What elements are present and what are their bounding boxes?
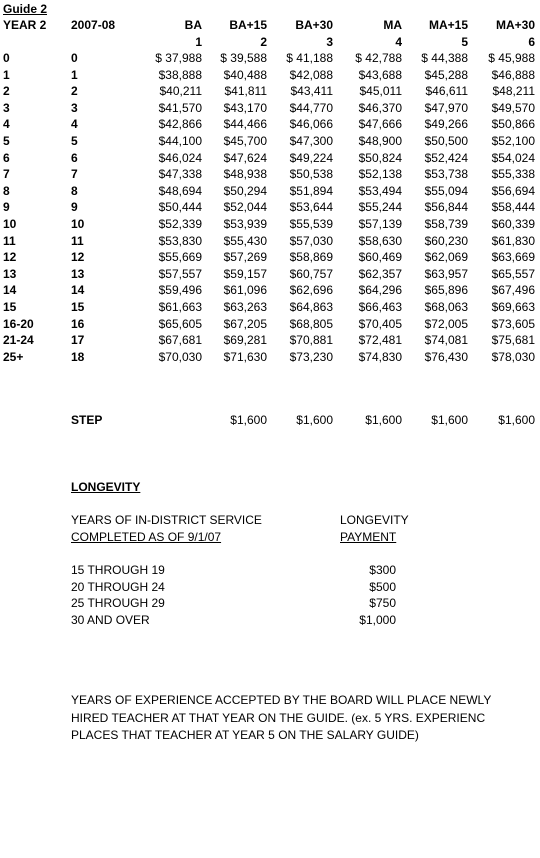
salary-cell: $43,688 <box>358 67 402 82</box>
table-row <box>0 266 540 283</box>
salary-cell: $53,830 <box>158 233 202 248</box>
salary-cell: $55,430 <box>223 233 267 248</box>
year-cell: 3 <box>3 100 10 115</box>
col-number-2: 2 <box>260 35 267 49</box>
salary-cell: $48,211 <box>492 84 535 99</box>
step-cell: 10 <box>71 216 85 231</box>
longevity-amount: $500 <box>369 579 396 594</box>
guide-title: Guide 2 <box>3 2 48 16</box>
salary-cell: $ 41,188 <box>286 51 333 65</box>
salary-cell: $66,463 <box>358 299 402 314</box>
salary-cell: $62,696 <box>289 283 333 298</box>
table-row <box>0 133 540 150</box>
salary-cell: $65,605 <box>158 316 202 331</box>
salary-cell: $50,866 <box>491 117 535 132</box>
longevity-title: LONGEVITY <box>71 480 141 494</box>
year-column-header: YEAR 2 <box>3 18 47 32</box>
table-row <box>0 50 540 67</box>
salary-cell: $46,611 <box>425 84 468 99</box>
step-increment-cell: $1,600 <box>365 413 402 427</box>
salary-cell: $73,605 <box>491 316 535 331</box>
salary-cell: $ 45,988 <box>488 51 535 65</box>
step-column-header: 2007-08 <box>71 18 116 32</box>
salary-cell: $61,096 <box>223 283 267 298</box>
salary-cell: $46,888 <box>491 67 535 82</box>
step-cell: 8 <box>71 183 78 198</box>
longevity-range: 20 THROUGH 24 <box>71 579 165 594</box>
step-cell: 9 <box>71 200 78 215</box>
salary-cell: $44,770 <box>289 100 333 115</box>
salary-cell: $60,469 <box>358 250 402 265</box>
salary-cell: $64,296 <box>358 283 402 298</box>
note-line-1: YEARS OF EXPERIENCE ACCEPTED BY THE BOARD WILL PLACE NEWLY <box>71 693 492 707</box>
longevity-range: 30 AND OVER <box>71 612 150 627</box>
table-row <box>0 332 540 349</box>
salary-cell: $55,094 <box>424 183 468 198</box>
salary-cell: $40,211 <box>159 84 202 99</box>
salary-cell: $ 39,588 <box>220 51 267 65</box>
salary-cell: $41,570 <box>158 100 202 115</box>
salary-cell: $55,338 <box>491 167 535 182</box>
table-row <box>0 199 540 216</box>
table-row <box>0 216 540 233</box>
table-row <box>0 83 540 100</box>
salary-cell: $52,424 <box>424 150 468 165</box>
salary-cell: $62,069 <box>424 250 468 265</box>
salary-cell: $53,644 <box>289 200 333 215</box>
col-header-ma: MA <box>383 18 402 32</box>
year-cell: 1 <box>3 67 10 82</box>
salary-cell: $55,244 <box>358 200 402 215</box>
salary-cell: $49,266 <box>424 117 468 132</box>
salary-cell: $63,957 <box>424 266 468 281</box>
salary-cell: $63,263 <box>223 299 267 314</box>
table-row <box>0 183 540 200</box>
salary-cell: $45,700 <box>223 133 267 148</box>
salary-cell: $58,630 <box>358 233 402 248</box>
salary-cell: $72,005 <box>424 316 468 331</box>
step-cell: 14 <box>71 283 85 298</box>
step-cell: 15 <box>71 299 85 314</box>
year-cell: 6 <box>3 150 10 165</box>
year-cell: 12 <box>3 250 17 265</box>
salary-cell: $48,900 <box>358 133 402 148</box>
year-cell: 7 <box>3 167 10 182</box>
salary-cell: $51,894 <box>289 183 333 198</box>
salary-cell: $76,430 <box>424 349 468 364</box>
salary-cell: $75,681 <box>491 333 535 348</box>
salary-cell: $68,063 <box>424 299 468 314</box>
salary-cell: $63,669 <box>491 250 535 265</box>
year-cell: 10 <box>3 216 17 231</box>
salary-cell: $41,811 <box>224 84 267 99</box>
year-cell: 21-24 <box>3 333 34 348</box>
year-cell: 5 <box>3 133 10 148</box>
step-cell: 11 <box>71 233 84 248</box>
col-number-5: 5 <box>461 35 468 49</box>
year-cell: 16-20 <box>3 316 34 331</box>
step-label: STEP <box>71 413 103 427</box>
longevity-range: 15 THROUGH 19 <box>71 563 165 577</box>
year-cell: 4 <box>3 117 10 132</box>
table-row <box>0 282 540 299</box>
salary-cell: $67,681 <box>158 333 202 348</box>
year-cell: 14 <box>3 283 17 298</box>
salary-cell: $65,557 <box>491 266 535 281</box>
salary-cell: $50,500 <box>424 133 468 148</box>
step-cell: 12 <box>71 250 85 265</box>
salary-cell: $53,738 <box>424 167 468 182</box>
col-header-ma15: MA+15 <box>428 18 468 32</box>
salary-table <box>0 50 540 365</box>
salary-cell: $44,466 <box>223 117 267 132</box>
salary-cell: $52,044 <box>223 200 267 215</box>
col-number-3: 3 <box>326 35 333 49</box>
year-cell: 2 <box>3 84 10 99</box>
payment-header-line-2: PAYMENT <box>340 530 397 544</box>
col-number-4: 4 <box>395 35 402 49</box>
note-line-2: HIRED TEACHER AT THAT YEAR ON THE GUIDE. (ex. 5 YRS. EXPERIENC <box>71 710 486 725</box>
salary-cell: $58,869 <box>289 250 333 265</box>
salary-cell: $54,024 <box>491 150 535 165</box>
step-cell: 1 <box>71 67 78 82</box>
salary-cell: $67,205 <box>223 316 267 331</box>
table-row <box>0 100 540 117</box>
step-increment-cell: $1,600 <box>296 413 333 427</box>
salary-cell: $44,100 <box>158 133 202 148</box>
salary-cell: $47,300 <box>289 133 333 148</box>
salary-cell: $50,294 <box>223 183 267 198</box>
salary-cell: $65,896 <box>424 283 468 298</box>
salary-cell: $ 37,988 <box>155 51 202 65</box>
year-cell: 25+ <box>3 349 24 364</box>
salary-cell: $53,939 <box>223 216 267 231</box>
salary-cell: $46,024 <box>158 150 202 165</box>
salary-cell: $68,805 <box>289 316 333 331</box>
salary-cell: $73,230 <box>289 349 333 364</box>
col-number-1: 1 <box>195 35 202 49</box>
salary-cell: $59,496 <box>158 283 202 298</box>
salary-cell: $52,339 <box>158 216 202 231</box>
longevity-amount: $1,000 <box>359 612 396 627</box>
salary-cell: $50,824 <box>358 150 402 165</box>
col-header-ba30: BA+30 <box>295 18 333 32</box>
salary-cell: $47,666 <box>358 117 402 132</box>
step-increment-cell: $1,600 <box>431 413 468 427</box>
table-row <box>0 67 540 84</box>
salary-cell: $62,357 <box>358 266 402 281</box>
step-cell: 6 <box>71 150 78 165</box>
salary-cell: $48,938 <box>223 167 267 182</box>
salary-cell: $45,011 <box>359 84 402 99</box>
salary-cell: $47,970 <box>424 100 468 115</box>
salary-cell: $59,157 <box>223 266 267 281</box>
step-cell: 5 <box>71 133 78 148</box>
salary-cell: $42,866 <box>158 117 202 132</box>
year-cell: 9 <box>3 200 10 215</box>
salary-cell: $58,444 <box>491 200 535 215</box>
salary-cell: $52,100 <box>491 133 535 148</box>
table-row <box>0 166 540 183</box>
years-header-line-1: YEARS OF IN-DISTRICT SERVICE <box>71 513 262 527</box>
longevity-amount: $300 <box>369 563 396 577</box>
year-cell: 0 <box>3 51 10 65</box>
salary-cell: $50,444 <box>158 200 202 215</box>
experience-note <box>71 692 491 745</box>
salary-cell: $55,539 <box>289 216 333 231</box>
salary-cell: $74,830 <box>358 349 402 364</box>
table-row <box>0 249 540 266</box>
step-cell: 3 <box>71 100 78 115</box>
salary-cell: $52,138 <box>358 167 402 182</box>
table-row <box>0 233 540 250</box>
salary-cell: $57,269 <box>223 250 267 265</box>
table-row <box>0 150 540 167</box>
year-cell: 15 <box>3 299 17 314</box>
salary-cell: $ 42,788 <box>355 51 402 65</box>
salary-cell: $47,624 <box>223 150 267 165</box>
salary-cell: $61,830 <box>491 233 535 248</box>
note-line-3: PLACES THAT TEACHER AT YEAR 5 ON THE SALARY GUIDE) <box>71 728 419 742</box>
year-cell: 13 <box>3 266 17 281</box>
salary-cell: $56,844 <box>424 200 468 215</box>
salary-cell: $ 44,388 <box>421 51 468 65</box>
salary-cell: $55,669 <box>158 250 202 265</box>
salary-cell: $57,557 <box>158 266 202 281</box>
salary-cell: $74,081 <box>424 333 468 348</box>
step-cell: 18 <box>71 349 85 364</box>
salary-cell: $78,030 <box>491 349 535 364</box>
salary-cell: $49,570 <box>491 100 535 115</box>
salary-cell: $49,224 <box>289 150 333 165</box>
table-row <box>0 316 540 333</box>
salary-cell: $60,339 <box>491 216 535 231</box>
salary-cell: $67,496 <box>491 283 535 298</box>
step-increment-cell: $1,600 <box>498 413 535 427</box>
table-row <box>0 349 540 366</box>
salary-cell: $64,863 <box>289 299 333 314</box>
salary-cell: $43,411 <box>290 84 333 99</box>
payment-header-line-1: LONGEVITY <box>340 513 409 527</box>
step-increment-row <box>0 412 540 429</box>
salary-cell: $72,481 <box>358 333 402 348</box>
longevity-range: 25 THROUGH 29 <box>71 596 165 610</box>
step-cell: 17 <box>71 333 85 348</box>
step-cell: 2 <box>71 84 78 99</box>
year-cell: 8 <box>3 183 10 198</box>
salary-cell: $47,338 <box>158 167 202 182</box>
salary-cell: $46,370 <box>358 100 402 115</box>
col-header-ba: BA <box>184 18 202 32</box>
salary-cell: $53,494 <box>358 183 402 198</box>
step-cell: 4 <box>71 117 78 132</box>
salary-cell: $69,663 <box>491 299 535 314</box>
salary-cell: $69,281 <box>223 333 267 348</box>
salary-cell: $60,230 <box>424 233 468 248</box>
salary-cell: $56,694 <box>491 183 535 198</box>
col-number-6: 6 <box>528 35 535 49</box>
salary-cell: $60,757 <box>289 266 333 281</box>
step-cell: 16 <box>71 316 85 331</box>
salary-cell: $46,066 <box>289 117 333 132</box>
salary-cell: $42,088 <box>289 67 333 82</box>
salary-cell: $43,170 <box>223 100 267 115</box>
salary-cell: $70,405 <box>358 316 402 331</box>
col-header-ba15: BA+15 <box>229 18 267 32</box>
salary-cell: $50,538 <box>289 167 333 182</box>
salary-cell: $48,694 <box>158 183 202 198</box>
salary-cell: $38,888 <box>158 67 202 82</box>
table-row <box>0 299 540 316</box>
salary-cell: $61,663 <box>158 299 202 314</box>
step-increment-cell: $1,600 <box>230 413 267 427</box>
step-cell: 0 <box>71 51 78 65</box>
salary-cell: $58,739 <box>424 216 468 231</box>
salary-cell: $57,139 <box>358 216 402 231</box>
longevity-amount: $750 <box>369 596 396 610</box>
salary-cell: $40,488 <box>223 67 267 82</box>
salary-cell: $57,030 <box>289 233 333 248</box>
years-header-line-2: COMPLETED AS OF 9/1/07 <box>71 530 222 544</box>
year-cell: 11 <box>3 233 16 248</box>
step-cell: 13 <box>71 266 85 281</box>
salary-cell: $45,288 <box>424 67 468 82</box>
step-cell: 7 <box>71 167 78 182</box>
table-row <box>0 116 540 133</box>
col-header-ma30: MA+30 <box>495 18 535 32</box>
salary-cell: $70,881 <box>289 333 333 348</box>
salary-cell: $71,630 <box>223 349 267 364</box>
salary-cell: $70,030 <box>158 349 202 364</box>
